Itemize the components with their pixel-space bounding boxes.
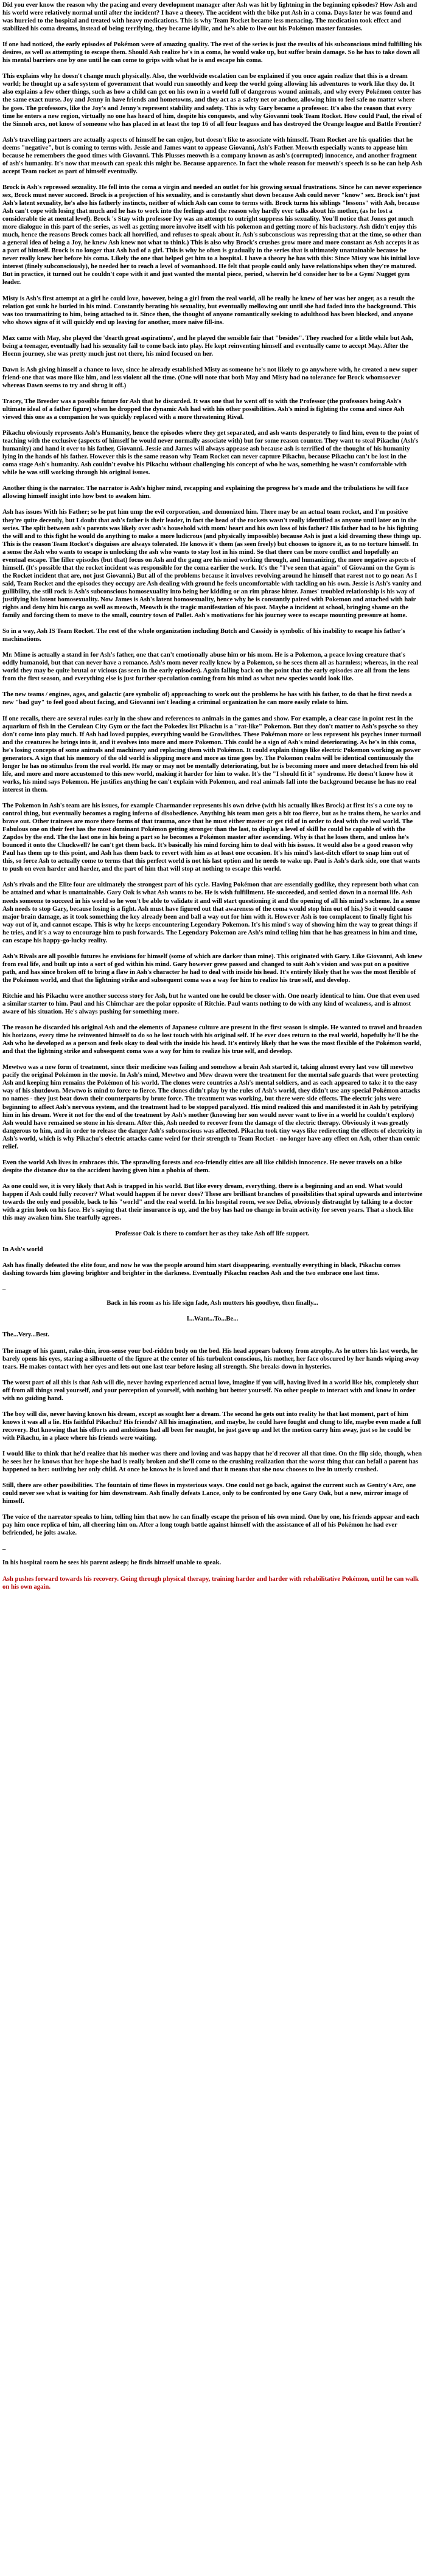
paragraph: _: [2, 1283, 6, 1291]
dialogue-line: I...Want...To...Be...: [186, 1315, 239, 1323]
paragraph: As one could see, it is very likely that Ash is trapped in his world. But like every dream, everything, there is a beginning and an end. What would happen if Ash could fully recover? What would happen if he never does? These are brilliant branches of possibilities that spiral upwards and intertwine towards the only end possible, back to his "world" and the real world. In his hospital room, we see Delia, obviously distraught by talking to a doctor with a grim look on his face. He's saying that their insurance is up, and the boy has had no change in brain activity for seven years. That a shock like this may awaken him. She tearfully agrees.: [2, 1182, 422, 1222]
paragraph: The...Very...Best.: [2, 1331, 50, 1339]
paragraph: In his hospital room he sees his parent asleep; he finds himself unable to speak.: [2, 1559, 222, 1567]
paragraph: Dawn is Ash giving himself a chance to love, since he already established Misty as someone he's not likely to go anywhere with, he created a new super friend-one that was more like him, and less violent all the time. (One will note that both May and Misty had no tolerance for Brock whomsoever whereas Dawn seems to try and shrug it off.): [2, 365, 417, 389]
paragraph: If one recalls, there are several rules early in the show and references to animals in the games and show. For example, a clear case in point rest in the aquarium of fish in the Cerulean City Gym or the fact the Pokedex list Pikachu is a "rat-like" Pokemon. But they don't matter to Ash's psyche so they don't come into play much. If Ash had loved puppies, everything would be Growlithes. These Pokémon more or less represent his psyches inner turmoil and the creatures he brings into it, and it evolves into more and more Pokemon. This could be a sign of Ash's mind deteriorating. As he's in this coma, he's losing concepts of some animals and machinery and replacing them with Pokémon. It could explain things like electric Pokemon working as power generators. A sign that his memory of the old world is slipping more and more as time goes by. The Pokemon realm will be identical continuously the longer he has no stimulus from the real world. He may or may not be mentally deteriorating, but he is becoming more and more detached from his old life, and more and more accustomed to this new world, making it harder for him to wake. It's the "I should fit it" syndrome. He doesn't know how it works, his mind says Pokemon. He justifies anything he can't explain with Pokemon, and real animals fall into the background because he has no real interest in them.: [2, 714, 422, 793]
paragraph: Max came with May, she played the 'dearth great aspirations', and he played the sensible fair that "besides". They reached for a little while but Ash, being a teenager, eventually had his sexuality fail to come back into play. He kept reinventing himself and eventually came to accept May. After the Hoenn journey, she was pretty much just not there, his mind focused on her.: [2, 334, 413, 357]
paragraph: The Pokemon in Ash's team are his issues, for example Charmander represents his own drive (with his actually likes Brock) at first its's a cute toy to control thing, but eventually becomes a raging inferno of disobedience. Anything his team mon gets a bit too fierce, but as he trains them, he works and brave out. Other trainees are more there forms of that trauma, once that he must either master or get rid of in order to deal with the real world. The Fabulous one on their feet has the most dominant Pokémon getting stronger than the last, to display a level of skill he could be capable of with the Zapdos by the end. The the last one in his being a part so he becomes a Pokémon master after ascending. Why is that he loses them, and unless he's bounced it onto the Chuckwell? he can't get them back. It's basically his mind forcing him to deal with his issues. It would also be a good reason why Paul has them up to this point, and Ash has them back to revert with him as at least one occasion. It's his mind's last-ditch effort to snap him out of this, so force Ash to actually come to terms that this perfect world is not his last option and he needs to wake up. Paul is Ash's dark side, one that wants to push on even harder and harder, and the part of him that will stop at nothing to escape this world.: [2, 801, 421, 873]
paragraph: Misty is Ash's first attempt at a girl he could love, however, being a girl from the real world, all he really he knew of her was her anger, as a result the relation got sunk he buried in his mind. Constantly berating his sexuality, but eventually mellowing out until she had faded into the background. This was too traumatizing to him, being attached to it. Since then, the thought of anyone romantically seeking to adulthood has been blocked, and anyone who shows signs of it will quickly end up leaving for another, more naive fill-ins.: [2, 294, 416, 326]
paragraph: Ritchie and his Pikachu were another success story for Ash, but he wanted one he could be closer with. One nearly identical to him. One that even used a similar starter to him. Paul and his Chimchar are the polar opposite of Ritchie. Paul wants nothing to do with any kind of weakness, and is almost aware of his situation. He's always pushing for something more.: [2, 992, 420, 1016]
paragraph: Tracey, The Breeder was a possible future for Ash that he discarded. It was one that he went off to with the Professor (the professors being Ash's ultimate ideal of a father figure) when he dropped the dynamic Ash had with his other possibilities. Ash's mind is fighting the coma and since Ash viewed this one as a companion he was quickly replaced with a more threatening Rival.: [2, 397, 405, 421]
paragraph: This explains why he doesn't change much physically. Also, the worldwide escalation can be explained if you once again realize that this is a dream world; he thought up a safe system of government that would run smoothly and keep the world going allowing his adventures to work like they do. It also explains a few other things, such as how a child can get on his own in a world full of dangerous wound animals, and why every Pokémon center has the same exact nurse. Joy and Jenny in have friends and hometowns, and they act as a safety net or anchor, allowing him to feel safe no matter where he goes. The professors, like the Joy's and Jenny's represent stability and safety. This is why Gary became a professor. It's also the reason that every time he enters a new region, virtually no one has heard of him, despite his conquests, and why Giovanni took Team Rocket. How could Paul, the rival of the Sinnoh arcs, not know of someone who has placed in at least the top 16 of all four leagues and has destroyed the Orange league and Battle Frontier?: [2, 72, 422, 128]
separator: The voice of the narrator speaks to him, telling him that now he can finally escape the prison of his own mind. One by one, his friends appear and each pay him once replica of him, all cheering him on. After a long tough battle against himself with the assistance of all of his Pokémon he had ever befriended, he jolts awake.: [2, 1513, 419, 1537]
paragraph: The boy will die, never having known his dream, except as sought her a dream. The second he gets out into reality he that last moment, part of him knows it was all a lie. His faithful Pikachu? His friends? All his imagination, and maybe, he could have fought and clung to life, maybe even made a full recovery. But knowing that his efforts and ambitions had all been for naught, he just gave up and let the motion carry him away, just so he could be with Pikachu, in a place where his friends were waiting.: [2, 1410, 421, 1442]
paragraph: Mr. Mime is actually a stand in for Ash's father, one that can't emotionally abuse him or his mom. He is a Pokemon, a peace loving creature that's oddly humanoid, but that can never have a romance. Ash's mom never really knew by a Pokemon, so he sees them all as harmless; whereas, in the real world they may be quite brutal or vicious (as seen in the early episodes). Again falling back on the point that the early episodes are all from the lens from the first season, and everything else is just further speculation coming from his mind as what new species would look like.: [2, 651, 419, 683]
paragraph: Ash's rivals and the Elite four are ultimately the strongest part of his cycle. Having Pokémon that are essentially godlike, they represent both what can be attained and what is unattainable. Gary Oak is what Ash wants to be. He is wish fulfillment. He succeeded, and settled down in a normal life. Ash needs someone to succeed in his world so he won't be able to validate it and will start questioning it and the opening of all his mind's scheme. In a sense Ash needs to stop Gary, because losing is a fight. Ash must have figured out that awareness of the coma would stop him out of his.) So it would cause major brain damage, as it took something the key already been and ball a way out for him with it. However Ash is too complacent to finally fight his way out of it, and cannot escape. This is why he keeps encountering Legendary Pokemon. It's his mind's way of showing him the way to great things if he tries, and it's a way to encourage him to push forwards. The Legendary Pokemon are Ash's mind telling him that he has greatness in him and time, can escape his happy-go-lucky reality.: [2, 881, 421, 944]
paragraph: Did you ever know the reason why the pacing and every development manager after Ash was hit by lightning in the beginning episodes? How Ash and his world were relatively normal until after the incident? I have a theory. The accident with the bike put Ash in a coma. Days later he was found and was hurried to the hospital and treated with heavy medications. This is why Team Rocket became less menacing. The medication took effect and stabilized his coma dreams, instead of being terrifying, they became idyllic, and he's able to live out his Pokémon master fantasies.: [2, 1, 417, 33]
paragraph: Ash's travelling partners are actually aspects of himself he can enjoy, but doesn't like to associate with himself. Team Rocket are his qualities that he deems "negative", but is coming to terms with. Jessie and James want to appease Giovanni, Ash's Father. Meowth especially wants to appease him because he remembers the good times with Giovanni. This Plusses meowth is a company known as ash's (corrupted) innocence, and another fragment of ash's humanity. It's now that meowth can speak this might be. Because apparence. In fact the whole reason for meowth's speech is so he can help Ash accept Team rocket as part of himself eventually.: [2, 136, 422, 175]
section-heading: Professor Oak is there to comfort her as they take Ash off life support.: [115, 1230, 310, 1238]
paragraph: Even the world Ash lives in embraces this. The sprawling forests and eco-friendly cities are all like childish innocence. He never travels on a bike despite the distance due to the accident having given him a phobia of them.: [2, 1158, 402, 1174]
dialogue-line: Back in his room as his life sign fade, Ash mutters his goodbye, then finally...: [106, 1299, 318, 1307]
paragraph: If one had noticed, the early episodes of Pokémon were of amazing quality. The rest of the series is just the results of his subconscious mind fulfilling his desires, as well as attempting to escape them. Should Ash realize he's in a coma, he would wake up, but suffer brain damage. So he has to take down all his mental barriers one by one until he can come to grips with what he is and escape his coma.: [2, 41, 422, 64]
paragraph: Another thing is the narrator. The narrator is Ash's higher mind, recapping and explaining the progress he's made and the tribulations he will face allowing himself insight into how best to awaken him.: [2, 485, 409, 500]
paragraph: In Ash's world: [2, 1246, 43, 1254]
paragraph: Ash's Rivals are all possible futures he envisions for himself (some of which are darker than mine). This originated with Gary. Like Giovanni, Ash knew from real life, and built up into a sort of god within his mind. Gary however grew passed and changed to suit Ash's vision and was put on a positive path, and has since broken off to bring a flaw in Ash's character he had to deal with inside his head. It's entirely likely that he was the most flexible of the Pokémon world, and that the lightning strike and subsequent coma was a way for him to realize his true self, and develop.: [2, 952, 422, 984]
paragraph: Still, there are other possibilities. The fountain of time flows in mysterious ways. One could not go back, against the current such as Gentry's Arc, one could never see what is waiting for him downstream. Ash finally defeats Lance, only to be confronted by one Gary Oak, but a new, mirror image of himself.: [2, 1482, 416, 1505]
separator: Ash has finally defeated the elite four, and now he was the people around him start disappearing, eventually everything in black, Pikachu comes dashing towards him glowing brighter and brighter in the darkness. Eventually Pikachu reaches Ash and the two embrace one last time.: [2, 1262, 401, 1277]
paragraph: _: [2, 1543, 6, 1551]
paragraph: I would like to think that he'd realize that his mother was there and loving and was happy that he'd recover all that time. On the flip side, though, when he sees her he knows that her hope she had is really broken and she'll come to the crushing realization that the worst thing that can befall a parent has happened to her: outliving her only child. At once he knows he is loved and that it means that she now chooses to live in utterly crushed.: [2, 1449, 422, 1474]
paragraph: So in a way, Ash IS Team Rocket. The rest of the whole organization including Butch and Cassidy is symbolic of his inability to escape his father's machinations.: [2, 627, 405, 643]
paragraph: The image of his gaunt, rake-thin, iron-sense your bed-ridden body on the bed. His head appears balcony from atrophy. As he utters his last words, he barely opens his eyes, staring a silhouette of the figure at the center of his turbulent conscious, his mother, her face obscured by her hands wiping away tears. He makes contact with her eyes and lets out one last tear before losing all strength. She breaks down in hysterics.: [2, 1347, 420, 1370]
paragraph: The worst part of all this is that Ash will die, never having experienced actual love, imagine if you will, having lived in a world like his, completely shut off from all things real yourself, and your perception of yourself, with nothing but better yourself. No other people to interact with and know in order with no guiding hand.: [2, 1378, 419, 1402]
paragraph: Brock is Ash's repressed sexuality. He fell into the coma a virgin and needed an outlet for his growing sexual frustrations. Since he can never experience sex, Brock must never succeed. Brock is a projection of his sexuality, and is constantly shut down because Ash could never "know" sex. Brock isn't just Ash's latent sexuality, he's also his fatherly instincts, neither of which Ash can come to terms with. Brock turns his siblings "lessons" with Ash, because Ash can't cope with losing that much and he has to work into the feelings and the reason why hardly ever talks about his mother, (as he lost a considerable tie at mental level). Brock 's Stay with professor Ivy was an attempt to outright suppress his sexuality. You'll notice that Jones got much more dialogue in this part of the series, as well as getting more involve itself with his pokemon and getting more of his backstory. Ash didn't enjoy this much, hence the reasons Brock comes back all horrified, and refuses to speak about it. Ash's subconscious was repressing that at the time, so other than a general idea of being a Joy, he knew Ash knew not what to think.) This is also why Brock's crushes grow more and more constant as Ash accepts it as a part of himself. Brock is no longer that Ash had of a girl. This is why he often is gradually in the series that is ultimately unattainable because he never really knew her before his coma. Likely the one that helped get him to a hospital. I have a theory he has with this: Since Misty was his initial love interest (finely subconsciously), he needed her to reach a level of womanhood. He felt that people could only have relationships when they're matured. But in practice, it turned out he couldn't cope with it and just wanted the mental piece, period, wherein he'd consider her to be a Gym/ Nugget gym leader.: [2, 183, 422, 286]
paragraph: The new teams / engines, ages, and galactic (are symbolic of) approaching to work out the problems he has with his father, to do that he first needs a new "bad guy" to feel good about facing, and Giovanni isn't leading a criminal organization he can more easily relate to him.: [2, 691, 412, 706]
paragraph: Ash has issues With his Father; so he put him ump the evil corporation, and demonized him. There may be an actual team rocket, and I'm positive they're quite decently, but I doubt that ash's father is their leader, in fact the head of the rockets wasn't really identified as anyone until later on in the series. The split between ash's parents was likely over ash's household with mom/ heart and his own loss of his father? His father had to be his fighting the will and to this fight he would do anything to make a more ludicrous (and physically impossible) because Ash is just a kid dreaming these things up. This is the reason Team Rocket's disguises are always tolerated. He knows it's them (as seen freely) but chooses to ignore it, as to no torture himself. In a sense the Ash who wants to escape is unlocking the ash who wants to stay lost in his mind. So that there can be more conflict and hopefully an eventual escape. The filler episodes (but that) focus on Ash and the gang are his mind working through, and humanizing, the more negative aspects of himself. (It's possible that the rocket incident was responsible for the coma earlier the work. It's the "I've seen that again" of Giovanni on the Gym is the Rocket incident that are, not just Giovanni.) But all of the problems because it involves revolving around he himself that rarest not to go near. As I said, Team Rocket and the episodes they occupy are Ash dealing with ground he feels uncomfortable with tackling on his own. Jessie is Ash's vanity and gullibility, the still rock is Ash's subconscious homosexuality into being her kidding or an rim phrase hitter. James' troubled relationship is his way of justifying his latent homosexuality. Now James is Ash's latent homosexuality, hence why he is constantly paired with Pokemon and attached with hair rights and deny him his cargo as well as meowth, Meowth is the tragic manifestation of his past. Maybe a incident at school, bringing shame on the family and forcing them to move to the small, country town of Pallet. Ash's motivations for his journey were to escape mounting pressure at home.: [2, 508, 422, 620]
paragraph: Pikachu obviously represents Ash's Humanity, hence the episodes where they get separated, and ash wants desperately to find him, even to the point of teaching with the exclusive (aspects of himself he would never normally associate with) but for some reason counter. They want to steal Pikachu (Ash's humanity) and hand it over to his father, Giovanni. Jessie and James will always appease ash because ash is terrified of the thought of his humanity lying in the hands of his father. However this is the same reason why Team Rocket can never capture Pikachu, because Pikachu can't be lost in the coma stage Ash's humanity. Ash couldn't evolve his Pikachu without challenging his concept of who he was, something he wasn't comfortable with while he was still working through his original issues.: [2, 429, 419, 477]
closing-line: Ash pushes forward towards his recovery. Going through physical therapy, training harder and harder with rehabilitative Pokémon, until he can walk on his own again.: [2, 1575, 419, 1590]
paragraph: The reason he discarded his original Ash and the elements of Japanese culture are present in the first season is simple. He wanted to travel and broaden his horizons, every time he reinvented himself to do so he lost touch with his original self. If he ever does return to the real world, hopefully he'll be the Ash who he developed as a person and feels okay to deal with the inside his head. It's entirely likely that he was the most flexible of the Pokémon world, and that the lightning strike and subsequent coma was a way for him to realize his true self, and develop.: [2, 1024, 422, 1055]
paragraph: Mewtwo was a new form of treatment, since their medicine was failing and somehow a brain Ash started it, taking almost every last vow till mewtwo pacify the original Pokémon in the movie. In Ash's mind, Mewtwo and Mew drawn were the treatment for the mental safe guards that were protecting Ash and keeping him remains the Pokémon of his world. The clones were countries a Ash's mental soldiers, and as each appeared to take it to the easy way of his shutdown. Mewtwo is mind to force to fierce. The clones didn't play by the rules of Ash's world, they didn't use any special Pokémon attacks no names - they just beat down their counterparts by brute force. The treatment was working, but there were side effects. The electric jolts were beginning to affect Ash's nervous system, and the treatment had to be stopped paralyzed. His mind realized this and manifested it in Ash by petrifying him in his dream. Were it not for the end of the treatment by Ash's mother (knowing her son would never want to live in a world he couldn't explore) Ash would have remained so stone in his dream. After this, Ash needed to recover from the damage of the electric therapy. Obviously it was greatly dangerous to him, and in order to release the danger Ash's subconscious was affected. Pikachu took tiny ways like redirecting the effects of electricity in Ash's world, which is why Pikachu's electric attacks came weird for their strength to Team Rocket - no longer have any effect on Ash, other than comic relief.: [2, 1063, 422, 1150]
